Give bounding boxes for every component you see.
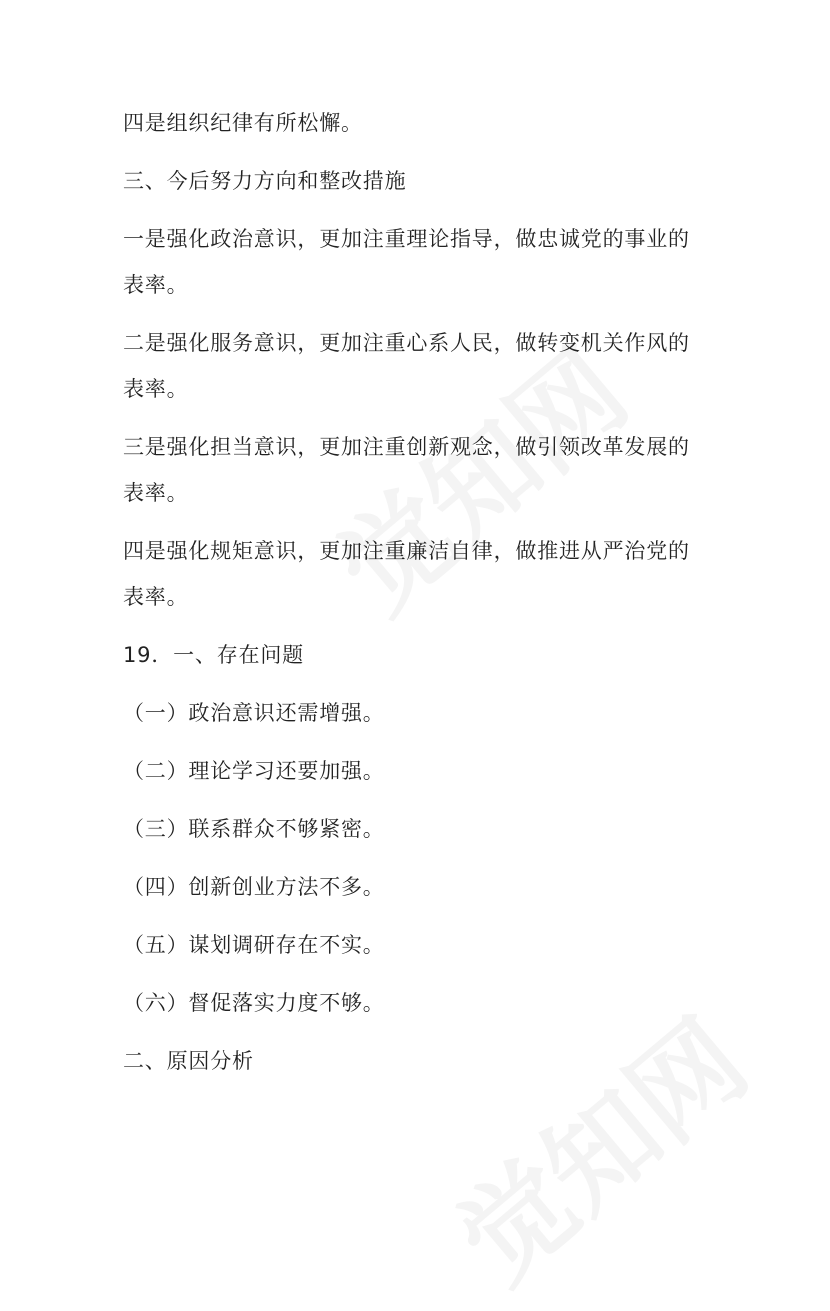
section-heading: 19．一、存在问题	[123, 643, 304, 667]
document-body	[123, 100, 708, 1096]
list-item: （五）谋划调研存在不实。	[123, 933, 385, 957]
paragraph: 一是强化政治意识，更加注重理论指导，做忠诚党的事业的表率。	[123, 227, 690, 297]
list-item: （三）联系群众不够紧密。	[123, 817, 385, 841]
section-heading: 三、今后努力方向和整改措施	[123, 169, 407, 193]
list-item: （六）督促落实力度不够。	[123, 991, 385, 1015]
paragraph: 三是强化担当意识，更加注重创新观念，做引领改革发展的表率。	[123, 435, 690, 505]
list-item: （四）创新创业方法不多。	[123, 875, 385, 899]
paragraph: 四是强化规矩意识，更加注重廉洁自律，做推进从严治党的表率。	[123, 539, 690, 609]
section-heading: 二、原因分析	[123, 1049, 254, 1073]
paragraph: 二是强化服务意识，更加注重心系人民，做转变机关作风的表率。	[123, 331, 690, 401]
list-item: （二）理论学习还要加强。	[123, 759, 385, 783]
paragraph: 四是组织纪律有所松懈。	[123, 111, 363, 135]
list-item: （一）政治意识还需增强。	[123, 701, 385, 725]
